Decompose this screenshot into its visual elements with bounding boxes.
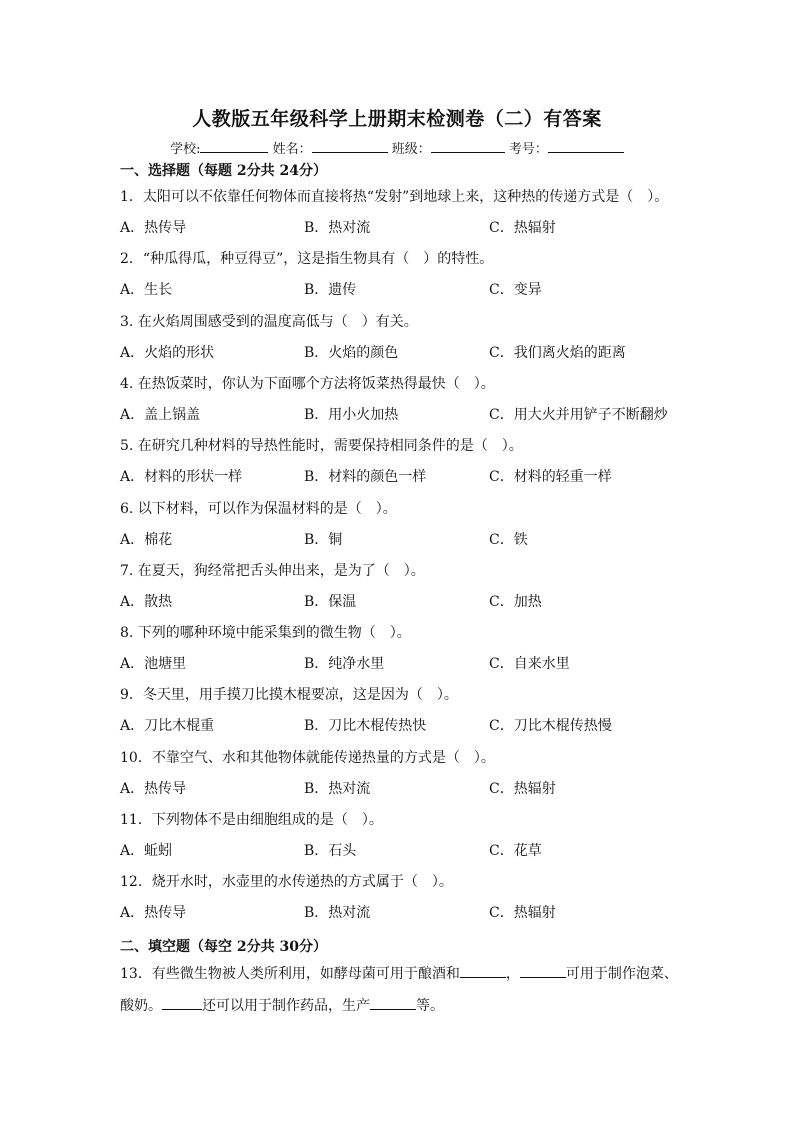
fill-question-13 bbox=[120, 958, 685, 1022]
options-row bbox=[120, 715, 680, 735]
section-fill-heading: 二、填空题（每空 2分共 30分） bbox=[120, 939, 327, 955]
option-b[interactable]: B．热对流 bbox=[304, 905, 371, 922]
fill-text: 还可以用于制作药品，生产 bbox=[202, 998, 370, 1014]
question-text: 11．下列物体不是由细胞组成的是（ ）。 bbox=[120, 812, 383, 828]
option-c[interactable]: C．热辐射 bbox=[489, 780, 556, 797]
options-row bbox=[120, 653, 680, 673]
option-c[interactable]: C．材料的轻重一样 bbox=[489, 469, 612, 486]
name-blank bbox=[312, 139, 388, 153]
option-b[interactable]: B．热对流 bbox=[304, 220, 371, 236]
option-b[interactable]: B．铜 bbox=[304, 531, 343, 548]
options-row bbox=[120, 778, 680, 798]
fill-text: 等。 bbox=[416, 998, 444, 1014]
options-row bbox=[120, 591, 680, 611]
option-a[interactable]: A．刀比木棍重 bbox=[120, 718, 215, 735]
options-row bbox=[120, 466, 680, 486]
option-c[interactable]: C．用大火并用铲子不断翻炒 bbox=[489, 406, 668, 423]
option-c[interactable]: C．我们离火焰的距离 bbox=[489, 344, 626, 361]
option-b[interactable]: B．纯净水里 bbox=[304, 656, 385, 673]
options-row bbox=[120, 902, 680, 922]
option-a[interactable]: A．火焰的形状 bbox=[120, 344, 215, 361]
options-row bbox=[120, 279, 680, 299]
question-text: 8. 下列的哪种环境中能采集到的微生物（ ）。 bbox=[120, 625, 411, 642]
option-b[interactable]: B．刀比木棍传热快 bbox=[304, 718, 427, 735]
question-text: 2．“种瓜得瓜，种豆得豆”，这是指生物具有（ ）的特性。 bbox=[120, 251, 494, 268]
answer-blank bbox=[520, 965, 566, 978]
options-row bbox=[120, 840, 680, 860]
answer-blank bbox=[370, 997, 416, 1010]
question-text: 1．太阳可以不依靠任何物体而直接将热“发射”到地球上来，这种热的传递方式是（ ）。 bbox=[120, 189, 669, 205]
option-c[interactable]: C．刀比木棍传热慢 bbox=[489, 718, 612, 735]
option-a[interactable]: A．热传导 bbox=[120, 905, 187, 922]
student-info-line bbox=[0, 138, 794, 157]
option-a[interactable]: A．池塘里 bbox=[120, 656, 187, 673]
school-blank bbox=[200, 139, 268, 153]
option-c[interactable]: C．热辐射 bbox=[489, 220, 556, 236]
option-c[interactable]: C．铁 bbox=[489, 531, 528, 548]
name-label: 姓名： bbox=[272, 142, 312, 157]
option-c[interactable]: C．热辐射 bbox=[489, 905, 556, 922]
option-a[interactable]: A．材料的形状一样 bbox=[120, 469, 243, 486]
class-blank bbox=[431, 139, 505, 153]
question-text: 5. 在研究几种材料的导热性能时，需要保持相同条件的是（ ）。 bbox=[120, 438, 523, 455]
option-a[interactable]: A．散热 bbox=[120, 593, 173, 610]
option-b[interactable]: B．材料的颜色一样 bbox=[304, 469, 427, 486]
option-a[interactable]: A．热传导 bbox=[120, 780, 187, 797]
option-b[interactable]: B．遗传 bbox=[304, 282, 357, 299]
number-label: 考号： bbox=[508, 142, 548, 157]
fill-text: ， bbox=[505, 966, 520, 982]
option-a[interactable]: A．盖上锅盖 bbox=[120, 406, 201, 423]
question-text: 3. 在火焰周围感受到的温度高低与（ ）有关。 bbox=[120, 313, 418, 330]
option-b[interactable]: B．保温 bbox=[304, 593, 357, 610]
section-choice-heading: 一、选择题（每题 2分共 24分） bbox=[120, 163, 327, 179]
option-a[interactable]: A．生长 bbox=[120, 282, 173, 299]
option-b[interactable]: B．石头 bbox=[304, 843, 357, 859]
option-b[interactable]: B．用小火加热 bbox=[304, 406, 399, 423]
class-label: 班级： bbox=[391, 142, 431, 157]
number-blank bbox=[548, 139, 624, 153]
options-row bbox=[120, 404, 680, 424]
question-text: 7. 在夏天，狗经常把舌头伸出来，是为了（ ）。 bbox=[120, 562, 425, 579]
option-a[interactable]: A．热传导 bbox=[120, 220, 187, 236]
school-label: 学校: bbox=[170, 142, 201, 157]
page-title: 人教版五年级科学上册期末检测卷（二）有答案 bbox=[192, 108, 602, 130]
option-b[interactable]: B．热对流 bbox=[304, 780, 371, 797]
question-text: 12．烧开水时，水壶里的水传递热的方式属于（ ）。 bbox=[120, 874, 453, 891]
answer-blank bbox=[162, 997, 202, 1010]
option-c[interactable]: C．变异 bbox=[489, 282, 542, 299]
options-row bbox=[120, 217, 680, 237]
options-row bbox=[120, 342, 680, 362]
option-c[interactable]: C．加热 bbox=[489, 593, 542, 610]
options-row bbox=[120, 529, 680, 549]
option-a[interactable]: A．蚯蚓 bbox=[120, 843, 173, 859]
question-text: 6. 以下材料，可以作为保温材料的是（ ）。 bbox=[120, 500, 397, 517]
fill-text: 可用于制作泡菜、酸奶。 bbox=[120, 966, 678, 1014]
fill-text: 13．有些微生物被人类所利用，如酵母菌可用于酿酒和 bbox=[120, 966, 460, 982]
answer-blank bbox=[460, 965, 506, 978]
question-text: 10．不靠空气、水和其他物体就能传递热量的方式是（ ）。 bbox=[120, 749, 495, 766]
question-text: 4. 在热饭菜时，你认为下面哪个方法将饭菜热得最快（ ）。 bbox=[120, 375, 495, 392]
option-b[interactable]: B．火焰的颜色 bbox=[304, 344, 399, 361]
question-text: 9．冬天里，用手摸刀比摸木棍要凉，这是因为（ ）。 bbox=[120, 687, 458, 704]
option-c[interactable]: C．花草 bbox=[489, 843, 542, 859]
option-c[interactable]: C．自来水里 bbox=[489, 656, 570, 673]
option-a[interactable]: A．棉花 bbox=[120, 531, 173, 548]
